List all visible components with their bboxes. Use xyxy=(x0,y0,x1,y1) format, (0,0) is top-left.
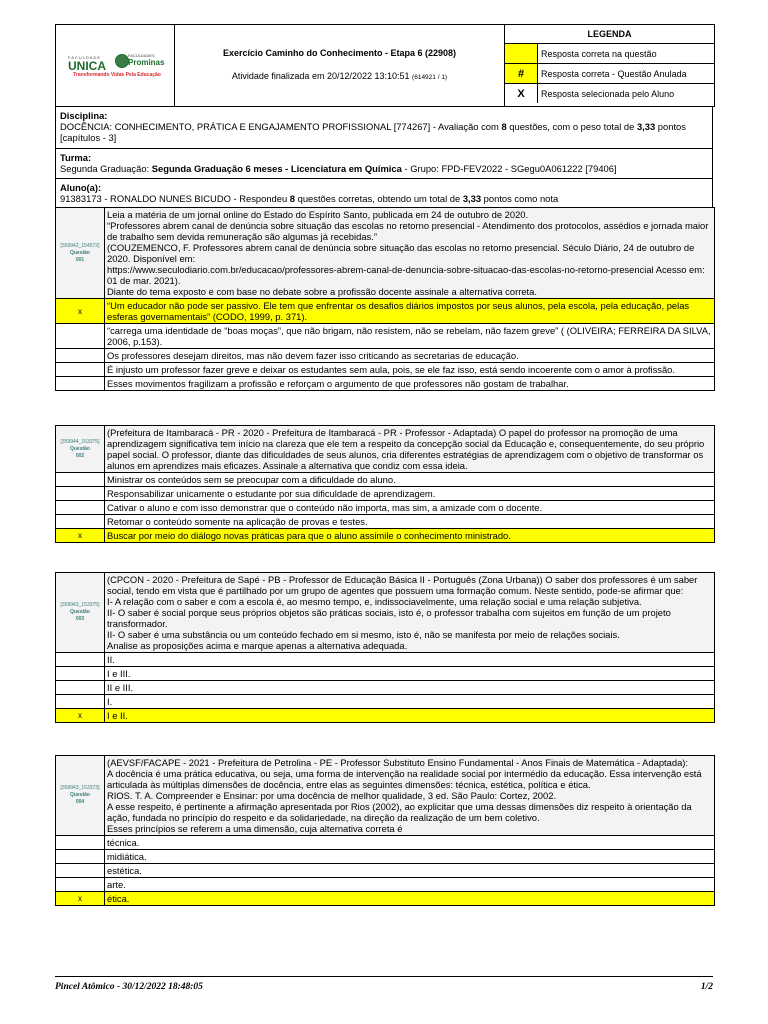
selected-mark xyxy=(56,836,105,850)
discipline-name: DOCÊNCIA: CONHECIMENTO, PRÁTICA E ENGAJAMENTO PROFISSIONAL [774267] - Avaliação com xyxy=(60,121,502,132)
question-index: 003 xyxy=(75,616,85,622)
legend-selected-symbol: X xyxy=(505,84,538,104)
student-text xyxy=(60,193,708,204)
question-id: [359944_153375] xyxy=(60,438,100,445)
selected-mark: x xyxy=(56,299,105,324)
student-label: Aluno(a): xyxy=(60,182,102,193)
answer-option-text: midiática. xyxy=(105,850,715,864)
answer-option xyxy=(56,324,714,349)
legend-correct-text: Resposta correta na questão xyxy=(538,44,715,64)
question-block-002 xyxy=(55,425,715,543)
selected-mark xyxy=(56,487,105,501)
class-group: - Grupo: FPD-FEV2022 - SGegu0A061222 [79406] xyxy=(401,163,617,174)
total-weight: 3,33 xyxy=(636,121,656,132)
question-index: 002 xyxy=(75,452,85,459)
legend-annulled-symbol: # xyxy=(505,64,538,84)
answer-option xyxy=(56,501,714,515)
answer-option-text: I e II. xyxy=(105,709,715,723)
answer-option xyxy=(56,487,714,501)
selected-mark xyxy=(56,377,105,391)
question-number xyxy=(56,426,105,473)
selected-mark xyxy=(56,653,105,667)
answer-option xyxy=(56,878,714,892)
answer-option-text: “carrega uma identidade de “boas moças”, que não brigam, não resistem, não se rebelam, não fazem greve” ( (OLIVEIRA; FERREIRA DA SILVA, 2006, p.153). xyxy=(105,324,715,349)
answer-option xyxy=(56,695,714,709)
answer-option xyxy=(56,653,714,667)
answer-option-text: Os professores desejam direitos, mas não devem fazer isso criticando as secretarias de educação. xyxy=(105,349,715,363)
legend-correct-swatch xyxy=(505,44,538,64)
student-score-text: questões corretas, obtendo um total de xyxy=(295,193,463,204)
page-number: 1/2 xyxy=(700,982,713,992)
answer-option-text: I e III. xyxy=(105,667,715,681)
question-index: 004 xyxy=(75,799,85,805)
question-index: 001 xyxy=(75,256,85,263)
report-header xyxy=(55,24,715,107)
student-id-name: 91383173 - RONALDO NUNES BICUDO - Respondeu xyxy=(60,193,290,204)
class-prefix: Segunda Graduação: xyxy=(60,163,152,174)
answer-option-text: Retomar o conteúdo somente na aplicação de provas e testes. xyxy=(105,515,715,529)
answer-option-text: estética. xyxy=(105,864,715,878)
logo-tagline: Transformando Vidas Pela Educação xyxy=(73,72,161,78)
selected-mark: x xyxy=(56,892,105,906)
selected-mark: x xyxy=(56,529,105,543)
question-number xyxy=(56,573,105,653)
answer-option xyxy=(56,850,714,864)
answer-option-text: II. xyxy=(105,653,715,667)
answer-option-text: Esses movimentos fragilizam a profissão e reforçam o argumento de que professores não gostam de trabalhar. xyxy=(107,378,569,389)
discipline-weight-text: questões, com o peso total de xyxy=(506,121,637,132)
legend-title: LEGENDA xyxy=(505,25,714,44)
answer-option-text: Responsabilizar unicamente o estudante por sua dificuldade de aprendizagem. xyxy=(105,487,715,501)
answer-option xyxy=(56,363,714,377)
question-number xyxy=(56,208,105,299)
institution-logo xyxy=(56,25,175,106)
discipline-label: Disciplina: xyxy=(60,110,108,121)
logo-faculdades-text: FACULDADES xyxy=(128,53,155,58)
selected-mark xyxy=(56,515,105,529)
answer-option xyxy=(56,349,714,363)
selected-mark xyxy=(56,667,105,681)
answer-option-text: Cativar o aluno e com isso demonstrar que o conteúdo não importa, mas sim, a amizade com o docente. xyxy=(105,501,715,515)
selected-mark xyxy=(56,501,105,515)
question-stem: (AEVSF/FACAPE - 2021 - Prefeitura de Petrolina - PE - Professor Substituto Ensino Fundamental - Anos Finais de Matemática - Adaptada): A docência é uma prática educativa, ou seja, uma forma de intervenção na realidade social por intermédio da educação. Essa intervenção está articulada às múltiplas dimensões de docência, entre elas as seguintes dimensões: técnica, estética, política e ética. RIOS. T. A. Compreender e Ensinar: por uma docência de melhor qualidade, 3 ed. São Paulo: Cortez, 2002. A esse respeito, é pertinente a afirmação apresentada por Rios (2002), ao explicitar que uma dessas dimensões diz respeito à orientação da ação, fundada no princípio do respeito e da solidariedade, na direção da realização de um bem coletivo. Esses princípios se referem a uma dimensão, cuja alternativa correta é xyxy=(105,756,715,836)
question-label: Questão xyxy=(69,249,90,256)
question-number xyxy=(56,756,105,836)
answer-option xyxy=(56,892,714,906)
selected-mark xyxy=(56,695,105,709)
question-count: 8 xyxy=(501,121,507,132)
finished-code: (614921 / 1) xyxy=(412,74,448,81)
question-id: [359943_153375] xyxy=(60,602,100,608)
selected-mark xyxy=(56,864,105,878)
question-stem: Leia a matéria de um jornal online do Estado do Espírito Santo, publicada em 24 de outubro de 2020. “Professores abrem canal de denúncia sobre situação das escolas no retorno presencial - Atendimento dos protocolos, assédios e jornada maior de trabalho sem devida remuneração são algumas já recebidas.” (COUZEMENCO, F. Professores abrem canal de denúncia sobre situação das escolas no retorno presencial. Século Diário, 24 de outubro de 2020. Disponível em: https://www.seculodiario.com.br/educacao/professores-abrem-canal-de-denuncia-sobre-situacao-das-escolas-no-retorno-presencial Acesso em: 01 de mar. 2021). Diante do tema exposto e com base no debate sobre a profissão docente assinale a alternativa correta. xyxy=(105,208,715,299)
discipline-text xyxy=(60,121,708,143)
question-id: [359942_154572] xyxy=(60,242,100,249)
student-score: 3,33 xyxy=(462,193,482,204)
footer-timestamp: Pincel Atômico - 30/12/2022 18:48:05 xyxy=(55,982,203,992)
selected-mark xyxy=(56,324,105,349)
class-label: Turma: xyxy=(60,152,92,163)
legend xyxy=(505,25,714,103)
answer-option xyxy=(56,709,714,723)
activity-info xyxy=(175,25,505,106)
answer-option-text: II e III. xyxy=(105,681,715,695)
discipline-box xyxy=(55,107,713,149)
answer-option-text: I. xyxy=(105,695,715,709)
answer-option xyxy=(56,377,714,391)
logo-prominas-text: Prominas xyxy=(128,58,165,67)
class-text xyxy=(60,163,708,174)
activity-title: Exercício Caminho do Conhecimento - Etapa 6 (22908) xyxy=(222,48,457,58)
class-box xyxy=(55,149,713,179)
question-stem: (CPCON - 2020 - Prefeitura de Sapé - PB - Professor de Educação Básica II - Português (Zona Urbana)) O saber dos professores é um saber social, tendo em vista que é partilhado por um grupo de agentes que possuem uma formação comum. Neste sentido, pode-se afirmar que: I- A relação com o saber e com a escola é, ao mesmo tempo, e, indissociavelmente, uma relação social e uma relação subjetiva. II- O saber é social porque seus próprios objetos são práticas sociais, isto é, o professor trabalha com sujeitos em função de um projeto transformador. II- O saber é uma substância ou um conteúdo fechado em si mesmo, isto é, não se manifesta por meio de relações sociais. Analise as proposições acima e marque apenas a alternativa adequada. xyxy=(105,573,715,653)
selected-mark xyxy=(56,473,105,487)
selected-mark: x xyxy=(56,709,105,723)
student-score-suffix: pontos como nota xyxy=(481,193,559,204)
answer-option xyxy=(56,515,714,529)
correct-count: 8 xyxy=(289,193,296,204)
footer-divider xyxy=(55,976,713,977)
answer-option-text: técnica. xyxy=(105,836,715,850)
answer-option xyxy=(56,864,714,878)
answer-option xyxy=(56,667,714,681)
answer-option xyxy=(56,299,714,324)
answer-option-text: arte. xyxy=(105,878,715,892)
question-block-001 xyxy=(55,207,715,391)
answer-option-text: É injusto um professor fazer greve e deixar os estudantes sem aula, pois, se ele faz isso, está sendo incoerente com o amor à profissão. xyxy=(105,363,715,377)
question-label: Questão xyxy=(69,792,90,798)
answer-option-text: Ministrar os conteúdos sem se preocupar com a dificuldade do aluno. xyxy=(105,473,715,487)
question-block-004 xyxy=(55,755,715,906)
logo-unica-text: UNICA xyxy=(68,59,106,73)
logo-faculdade-text: FACULDADE xyxy=(68,55,102,60)
discipline-chapters: pontos [capítulos - 3] xyxy=(60,121,686,143)
student-box xyxy=(55,179,713,209)
question-label: Questão xyxy=(69,445,90,452)
answer-option xyxy=(56,681,714,695)
selected-mark xyxy=(56,363,105,377)
legend-selected-text: Resposta selecionada pelo Aluno xyxy=(541,88,675,99)
course-name: Segunda Graduação 6 meses - Licenciatura em Química xyxy=(151,163,402,174)
answer-option xyxy=(56,836,714,850)
answer-option-text: “Um educador não pode ser passivo. Ele tem que enfrentar os desafios diários impostos por seus alunos, pela escola, pela educação, pelas esferas governamentais” (CODO, 1999, p. 371). xyxy=(105,299,715,324)
selected-mark xyxy=(56,850,105,864)
activity-finished xyxy=(175,71,504,81)
answer-option-text: Buscar por meio do diálogo novas práticas para que o aluno assimile o conhecimento ministrado. xyxy=(105,529,715,543)
answer-option xyxy=(56,529,714,543)
unica-logo xyxy=(68,55,110,72)
question-stem: (Prefeitura de Itambaracá - PR - 2020 - Prefeitura de Itambaracá - PR - Professor - Adaptada) O papel do professor na promoção de uma aprendizagem significativa tem início na clareza que ele tem a respeito da concepção social da Educação e, consequentemente, do seu próprio papel social. O professor, diante das dificuldades de seus alunos, cria diferentes estratégias de aprendizagem com o objetivo de transformar os alunos em aprendizes mais eficazes. Assinale a alternativa que condiz com essa ideia. xyxy=(105,426,715,473)
answer-option xyxy=(56,473,714,487)
finished-datetime: Atividade finalizada em 20/12/2022 13:10:51 xyxy=(231,71,410,81)
selected-mark xyxy=(56,349,105,363)
legend-annulled-text: Resposta correta - Questão Anulada xyxy=(538,64,715,84)
selected-mark xyxy=(56,878,105,892)
selected-mark xyxy=(56,681,105,695)
question-label: Questão xyxy=(69,609,90,615)
answer-option-text: ética. xyxy=(105,892,715,906)
question-block-003 xyxy=(55,572,715,723)
question-id: [359943_153373] xyxy=(60,785,100,791)
prominas-logo xyxy=(114,53,170,67)
